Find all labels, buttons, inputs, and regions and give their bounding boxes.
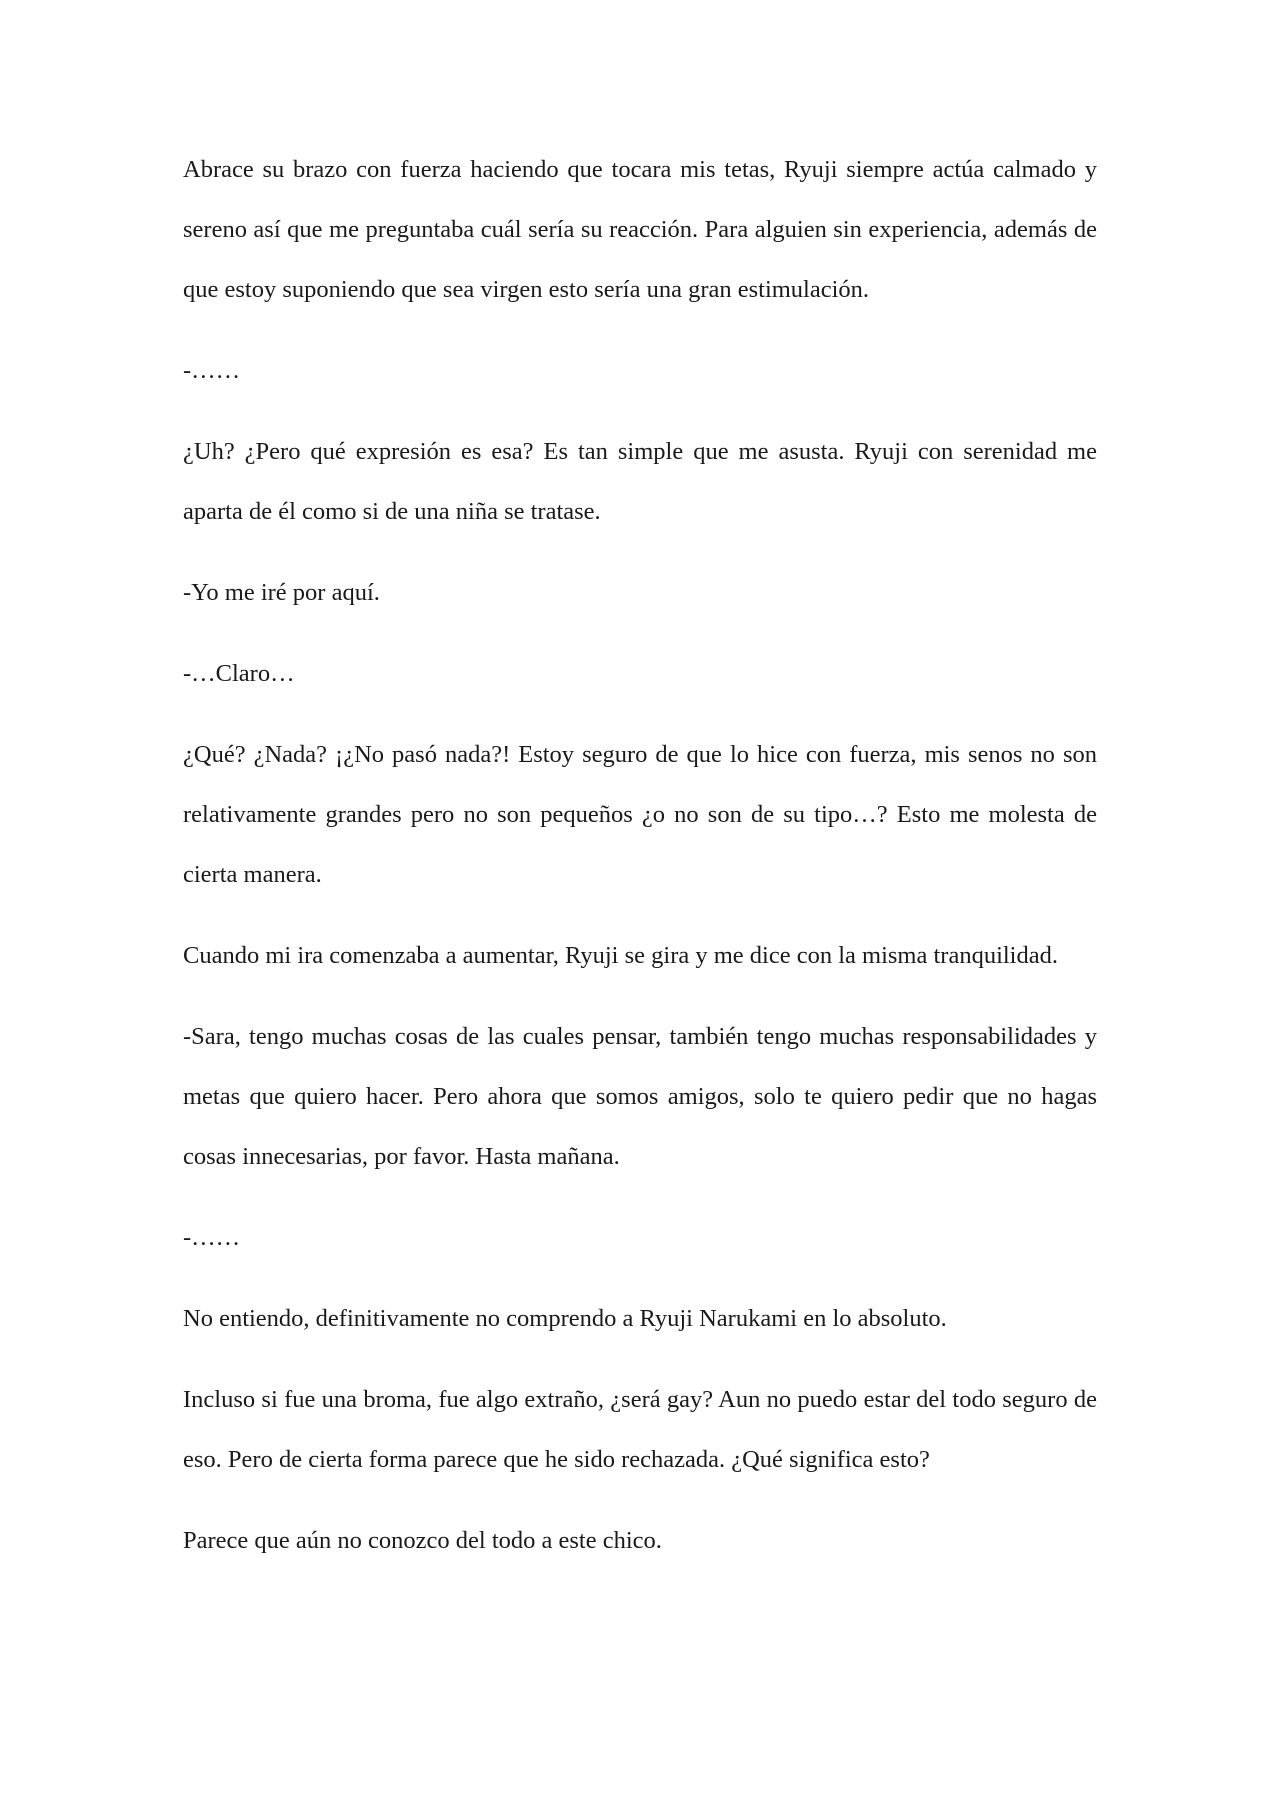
paragraph-6: ¿Qué? ¿Nada? ¡¿No pasó nada?! Estoy seguro de que lo hice con fuerza, mis senos no son relativamente grandes pero no son pequeños ¿o no son de su tipo…? Esto me molesta de cierta manera.	[183, 741, 1097, 888]
paragraph-12: Parece que aún no conozco del todo a este chico.	[183, 1527, 662, 1554]
paragraph-7: Cuando mi ira comenzaba a aumentar, Ryuji se gira y me dice con la misma tranquilidad.	[183, 942, 1058, 969]
paragraph-9: -……	[183, 1224, 241, 1251]
paragraph-2: -……	[183, 357, 241, 384]
paragraph-3: ¿Uh? ¿Pero qué expresión es esa? Es tan simple que me asusta. Ryuji con serenidad me aparta de él como si de una niña se tratase.	[183, 438, 1097, 525]
paragraph-11: Incluso si fue una broma, fue algo extraño, ¿será gay? Aun no puedo estar del todo seguro de eso. Pero de cierta forma parece que he sido rechazada. ¿Qué significa esto?	[183, 1386, 1097, 1473]
paragraph-5: -…Claro…	[183, 660, 295, 687]
body-text	[183, 140, 1097, 1592]
paragraph-1: Abrace su brazo con fuerza haciendo que tocara mis tetas, Ryuji siempre actúa calmado y sereno así que me preguntaba cuál sería su reacción. Para alguien sin experiencia, además de que estoy suponiendo que sea virgen esto sería una gran estimulación.	[183, 156, 1097, 303]
paragraph-4: -Yo me iré por aquí.	[183, 579, 380, 606]
paragraph-10: No entiendo, definitivamente no comprendo a Ryuji Narukami en lo absoluto.	[183, 1305, 947, 1332]
paragraph-8: -Sara, tengo muchas cosas de las cuales pensar, también tengo muchas responsabilidades y metas que quiero hacer. Pero ahora que somos amigos, solo te quiero pedir que no hagas cosas innecesarias, por favor. Hasta mañana.	[183, 1023, 1097, 1170]
